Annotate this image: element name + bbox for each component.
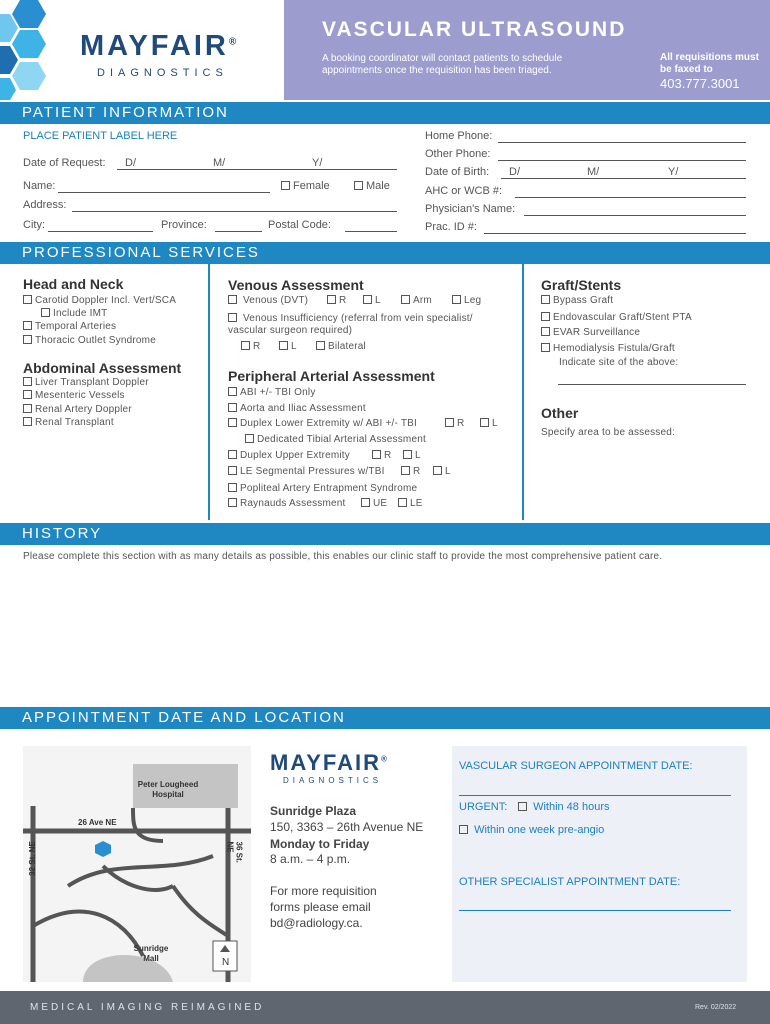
- checkbox-item[interactable]: R: [372, 450, 391, 461]
- divider: [208, 264, 210, 520]
- checkbox-item[interactable]: Liver Transplant Doppler: [23, 377, 149, 388]
- within-week-checkbox[interactable]: Within one week pre-angio: [459, 824, 604, 836]
- address-field[interactable]: [72, 211, 397, 212]
- checkbox-item[interactable]: L: [279, 341, 297, 352]
- checkbox-item[interactable]: Popliteal Artery Entrapment Syndrome: [228, 483, 417, 494]
- checkbox-item[interactable]: Venous Insufficiency (referral from vein specialist/: [228, 313, 473, 324]
- head-neck-title: Head and Neck: [23, 276, 124, 292]
- dob-field[interactable]: [501, 178, 746, 179]
- page-title: VASCULAR ULTRASOUND: [322, 18, 627, 41]
- abdominal-title: Abdominal Assessment: [23, 360, 182, 376]
- male-checkbox[interactable]: Male: [354, 180, 390, 192]
- checkbox-item[interactable]: ABI +/- TBI Only: [228, 387, 316, 398]
- checkbox-item[interactable]: L: [363, 295, 381, 306]
- dob-d: D/: [509, 166, 520, 178]
- surgeon-date-label: VASCULAR SURGEON APPOINTMENT DATE:: [459, 760, 693, 772]
- fax-note: All requisitions must be faxed to: [660, 52, 759, 75]
- footer-tagline: MEDICAL IMAGING REIMAGINED: [30, 1002, 265, 1013]
- other-title: Other: [541, 405, 579, 421]
- history-textarea[interactable]: [23, 568, 747, 698]
- female-checkbox[interactable]: Female: [281, 180, 330, 192]
- logo-subtitle: DIAGNOSTICS: [283, 776, 383, 785]
- history-heading: HISTORY: [0, 523, 770, 545]
- dob-label: Date of Birth:: [425, 166, 490, 178]
- peripheral-title: Peripheral Arterial Assessment: [228, 368, 435, 384]
- map-north-label: N: [222, 957, 230, 968]
- date-y: Y/: [312, 157, 323, 169]
- ahc-field[interactable]: [515, 197, 746, 198]
- checkbox-item[interactable]: Hemodialysis Fistula/Graft: [541, 343, 675, 354]
- urgent-label: URGENT:: [459, 801, 508, 813]
- patient-info-heading: PATIENT INFORMATION: [0, 102, 770, 124]
- checkbox-item[interactable]: Endovascular Graft/Stent PTA: [541, 312, 692, 323]
- indicate-site-field[interactable]: [558, 384, 746, 385]
- checkbox-item[interactable]: Bilateral: [316, 341, 366, 352]
- province-field[interactable]: [215, 231, 262, 232]
- within-48-checkbox[interactable]: Within 48 hours: [518, 801, 610, 813]
- name-field[interactable]: [58, 192, 270, 193]
- date-request-label: Date of Request:: [23, 157, 106, 169]
- home-phone-field[interactable]: [498, 142, 746, 143]
- venous-title: Venous Assessment: [228, 277, 364, 293]
- location-hours: 8 a.m. – 4 p.m.: [270, 852, 351, 866]
- surgeon-date-field[interactable]: [459, 795, 731, 796]
- logo: MAYFAIR®: [80, 30, 240, 62]
- map-hospital-label: Peter Lougheed Hospital: [137, 780, 199, 799]
- checkbox-item[interactable]: Aorta and Iliac Assessment: [228, 403, 366, 414]
- checkbox-item[interactable]: Arm: [401, 295, 432, 306]
- map-ave-label: 26 Ave NE: [78, 818, 117, 827]
- checkbox-item[interactable]: Renal Artery Doppler: [23, 404, 132, 415]
- checkbox-item[interactable]: Dedicated Tibial Arterial Assessment: [245, 434, 426, 445]
- date-m: M/: [213, 157, 226, 169]
- logo-subtitle: DIAGNOSTICS: [97, 67, 228, 79]
- logo: MAYFAIR®: [270, 750, 389, 775]
- checkbox-item[interactable]: Include IMT: [41, 308, 107, 319]
- location-marker-icon: [95, 841, 111, 857]
- map-32st-label: 32 St. NE: [27, 841, 37, 876]
- checkbox-item[interactable]: EVAR Surveillance: [541, 327, 640, 338]
- specify-area-label: Specify area to be assessed:: [541, 427, 676, 438]
- prac-id-field[interactable]: [484, 233, 746, 234]
- prac-id-label: Prac. ID #:: [425, 221, 477, 233]
- location-address: 150, 3363 – 26th Avenue NE: [270, 820, 424, 834]
- physician-field[interactable]: [524, 215, 746, 216]
- checkbox-item[interactable]: L: [480, 418, 498, 429]
- dob-m: M/: [587, 166, 600, 178]
- dob-y: Y/: [668, 166, 679, 178]
- checkbox-item[interactable]: Leg: [452, 295, 481, 306]
- other-specialist-date-field[interactable]: [459, 910, 731, 911]
- postal-field[interactable]: [345, 231, 397, 232]
- more-forms-text: For more requisition forms please email bd@radiology.ca.: [270, 884, 377, 930]
- checkbox-item[interactable]: R: [241, 341, 260, 352]
- other-phone-field[interactable]: [498, 160, 746, 161]
- location-map: [23, 746, 251, 982]
- name-label: Name:: [23, 180, 56, 192]
- other-specialist-date-label: OTHER SPECIALIST APPOINTMENT DATE:: [459, 876, 681, 888]
- header-banner: [284, 0, 770, 100]
- hexagon-pattern-icon: [0, 0, 60, 100]
- checkbox-item[interactable]: Temporal Arteries: [23, 321, 116, 332]
- revision-label: Rev. 02/2022: [695, 1004, 737, 1011]
- map-36st-label: 36 St. NE: [225, 841, 244, 863]
- postal-label: Postal Code:: [268, 219, 331, 231]
- divider: [522, 264, 524, 520]
- history-instructions: Please complete this section with as many details as possible, this enables our clinic staff to provide the most comprehensive patient care.: [23, 551, 663, 562]
- checkbox-item[interactable]: LE Segmental Pressures w/TBI: [228, 466, 385, 477]
- checkbox-item[interactable]: Mesenteric Vessels: [23, 390, 125, 401]
- address-label: Address:: [23, 199, 67, 211]
- location-days: Monday to Friday: [270, 837, 370, 851]
- map-mall-label: Sunridge Mall: [133, 944, 169, 963]
- checkbox-item[interactable]: Raynauds Assessment: [228, 498, 346, 509]
- location-name: Sunridge Plaza: [270, 804, 357, 818]
- header-subtitle: A booking coordinator will contact patients to schedule appointments once the requisition has been triaged.: [322, 53, 563, 76]
- ahc-label: AHC or WCB #:: [425, 185, 503, 197]
- checkbox-item[interactable]: L: [433, 466, 451, 477]
- footer: [0, 991, 770, 1024]
- patient-label-placeholder: PLACE PATIENT LABEL HERE: [23, 130, 178, 142]
- city-field[interactable]: [48, 231, 153, 232]
- checkbox-item[interactable]: R: [445, 418, 464, 429]
- date-d: D/: [125, 157, 136, 169]
- checkbox-item[interactable]: Carotid Doppler Incl. Vert/SCA: [23, 295, 176, 306]
- checkbox-item[interactable]: Bypass Graft: [541, 295, 613, 306]
- home-phone-label: Home Phone:: [425, 130, 493, 142]
- checkbox-item[interactable]: R: [327, 295, 346, 306]
- appointment-date-panel: [452, 746, 747, 982]
- checkbox-item[interactable]: Renal Transplant: [23, 417, 114, 428]
- indicate-site-label: Indicate site of the above:: [559, 357, 679, 368]
- physician-label: Physician's Name:: [425, 203, 516, 215]
- fax-number: 403.777.3001: [660, 76, 740, 91]
- appointment-heading: APPOINTMENT DATE AND LOCATION: [0, 707, 770, 729]
- checkbox-item[interactable]: UE: [361, 498, 387, 509]
- date-request-field[interactable]: [117, 169, 397, 170]
- province-label: Province:: [161, 219, 207, 231]
- city-label: City:: [23, 219, 45, 231]
- other-phone-label: Other Phone:: [425, 148, 491, 160]
- checkbox-item[interactable]: Venous (DVT): [228, 295, 308, 306]
- checkbox-item[interactable]: Thoracic Outlet Syndrome: [23, 335, 156, 346]
- checkbox-item[interactable]: Duplex Upper Extremity: [228, 450, 350, 461]
- checkbox-item[interactable]: LE: [398, 498, 423, 509]
- services-heading: PROFESSIONAL SERVICES: [0, 242, 770, 264]
- insufficiency-note: vascular surgeon required): [228, 325, 353, 336]
- checkbox-item[interactable]: R: [401, 466, 420, 477]
- checkbox-item[interactable]: L: [403, 450, 421, 461]
- checkbox-item[interactable]: Duplex Lower Extremity w/ ABI +/- TBI: [228, 418, 417, 429]
- graft-title: Graft/Stents: [541, 277, 622, 293]
